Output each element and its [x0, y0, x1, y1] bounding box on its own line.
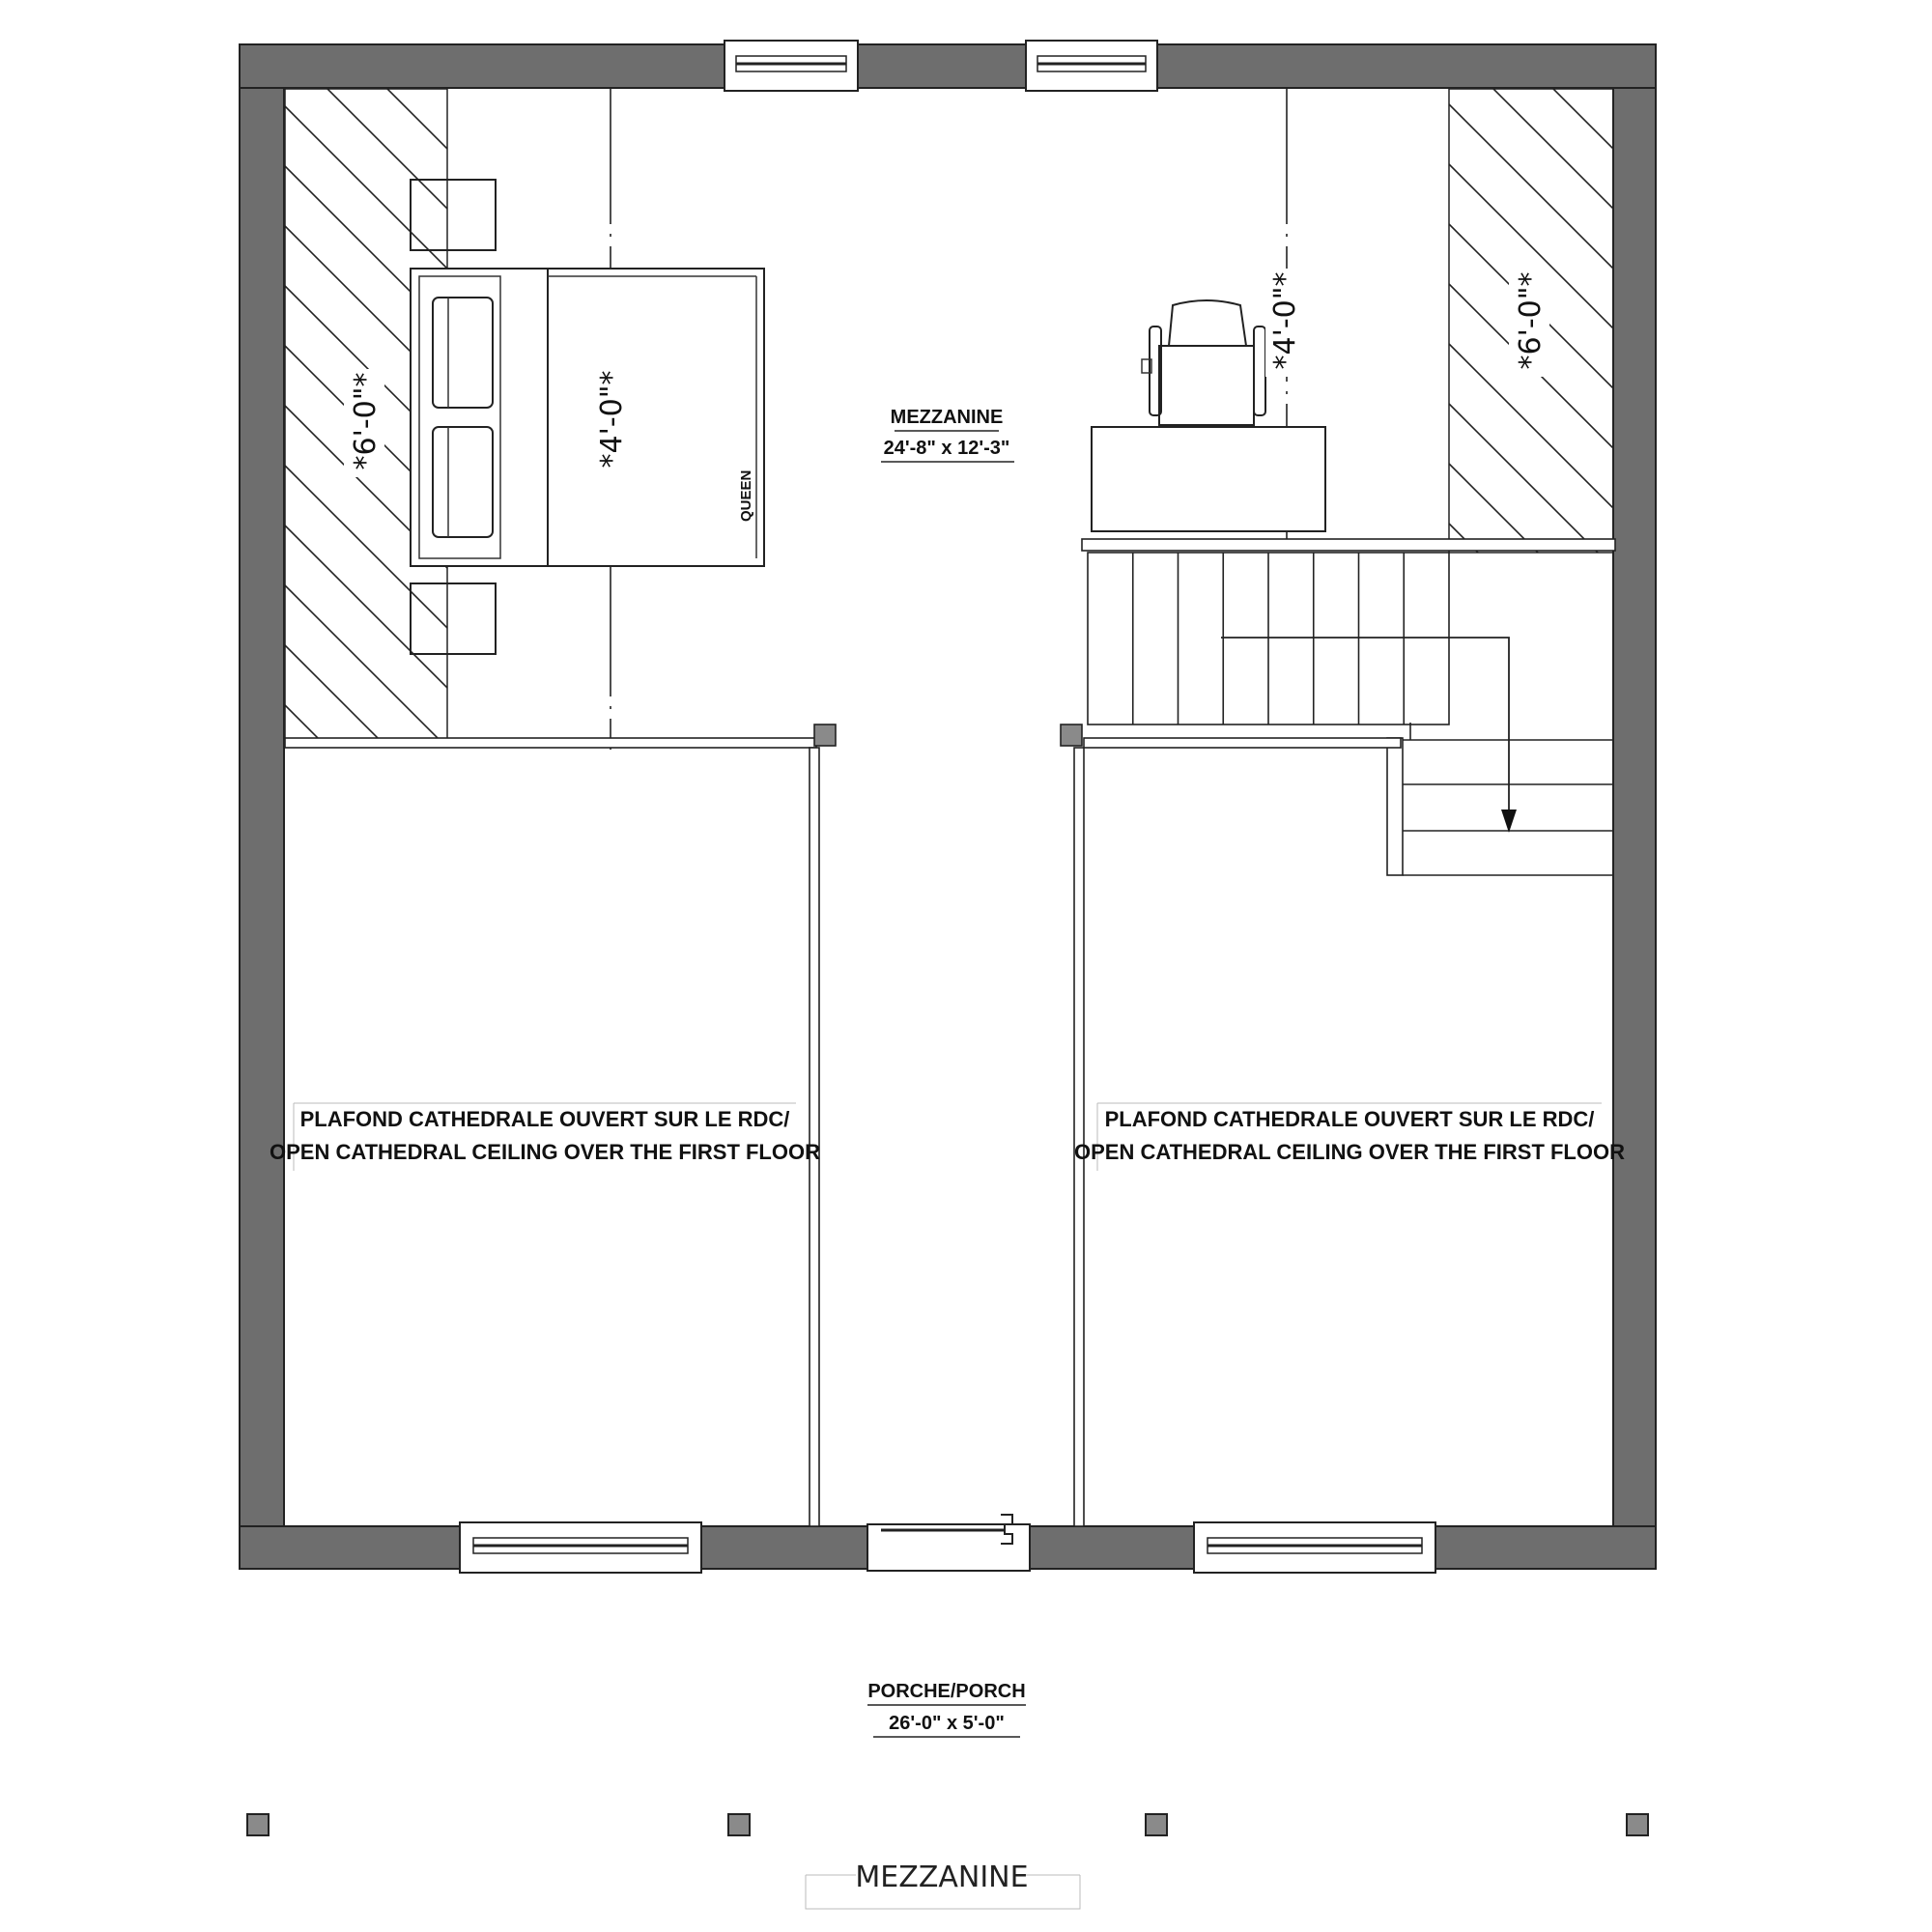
stair-opening — [1082, 539, 1615, 875]
porch-post-1 — [247, 1814, 269, 1835]
height-text-left-slope: *6'-0"* — [349, 372, 383, 470]
height-label-left-center — [591, 367, 632, 475]
wall-bottom-center-left — [701, 1526, 867, 1569]
drawing-title-text: MEZZANINE — [855, 1861, 1029, 1894]
hatch-line — [285, 585, 1104, 1405]
railing-post-left — [814, 724, 836, 746]
wall-right — [1613, 88, 1656, 1527]
height-text-right-slope: *6'-0"* — [1514, 271, 1548, 370]
wall-bottom-center-right — [1030, 1526, 1194, 1569]
wall-bottom-right — [1435, 1526, 1656, 1569]
hatch-line — [285, 645, 1104, 1464]
wall-bottom-left — [240, 1526, 460, 1569]
height-label-right-center — [1265, 269, 1306, 377]
porch-size: 26'-0" x 5'-0" — [889, 1713, 1005, 1734]
wall-top-left — [240, 44, 724, 88]
hatch-line — [1449, 464, 1932, 1092]
open-ceiling-note-right — [1074, 1103, 1625, 1171]
porch-name: PORCHE/PORCH — [867, 1681, 1026, 1702]
hatch-line — [1449, 344, 1932, 972]
height-label-left-slope — [344, 369, 384, 477]
stair-down-arrow-icon — [1501, 810, 1517, 833]
porch-post-2 — [728, 1814, 750, 1835]
wall-top-right — [1157, 44, 1656, 88]
porch-post-4 — [1627, 1814, 1648, 1835]
height-text-right-center: *4'-0"* — [1268, 271, 1302, 370]
low-ceiling-hatch-left — [285, 0, 1104, 1704]
window-bottom-right — [1194, 1522, 1435, 1573]
nightstand-top — [411, 180, 496, 250]
hatch-line — [1449, 404, 1932, 1032]
open-ceiling-note-left — [270, 1103, 820, 1171]
wall-top-middle — [858, 44, 1026, 88]
drawing-title — [806, 1861, 1080, 1909]
porch-posts — [247, 1814, 1648, 1835]
bed-label: QUEEN — [738, 469, 754, 522]
low-ceiling-hatch-right — [1449, 0, 1932, 1331]
mezzanine-room-size: 24'-8" x 12'-3" — [883, 438, 1010, 459]
height-label-right-slope — [1509, 269, 1549, 377]
window-top-right — [1026, 41, 1157, 91]
open-ceiling-right-line1: PLAFOND CATHEDRALE OUVERT SUR LE RDC/ — [1104, 1107, 1595, 1131]
hatch-line — [1449, 104, 1932, 732]
height-text-left-center: *4'-0"* — [595, 370, 629, 469]
door-bottom-center — [867, 1515, 1030, 1571]
open-ceiling-left-line1: PLAFOND CATHEDRALE OUVERT SUR LE RDC/ — [299, 1107, 790, 1131]
open-ceiling-left-line2: OPEN CATHEDRAL CEILING OVER THE FIRST FLOOR — [270, 1140, 820, 1164]
hatch-line — [1449, 643, 1932, 1271]
porch-label — [867, 1681, 1026, 1737]
mezzanine-room-name: MEZZANINE — [890, 407, 1004, 428]
office-chair-icon — [1142, 300, 1265, 425]
desk-icon — [1092, 427, 1325, 531]
hatch-line — [1449, 524, 1932, 1151]
nightstand-bottom — [411, 583, 496, 654]
hatch-line — [285, 825, 1104, 1644]
hatch-line — [285, 526, 1104, 1345]
porch-post-3 — [1146, 1814, 1167, 1835]
hatch-line — [285, 885, 1104, 1704]
wall-left — [240, 88, 284, 1527]
window-bottom-left — [460, 1522, 701, 1573]
window-top-left — [724, 41, 858, 91]
open-ceiling-right-line2: OPEN CATHEDRAL CEILING OVER THE FIRST FLOOR — [1074, 1140, 1625, 1164]
mezzanine-room-label — [881, 407, 1014, 462]
hatch-line — [1449, 703, 1932, 1331]
railing-post-right — [1061, 724, 1082, 746]
hatch-line — [1449, 164, 1932, 792]
hatch-line — [285, 765, 1104, 1584]
queen-bed-icon — [411, 269, 764, 566]
hatch-line — [1449, 284, 1932, 912]
